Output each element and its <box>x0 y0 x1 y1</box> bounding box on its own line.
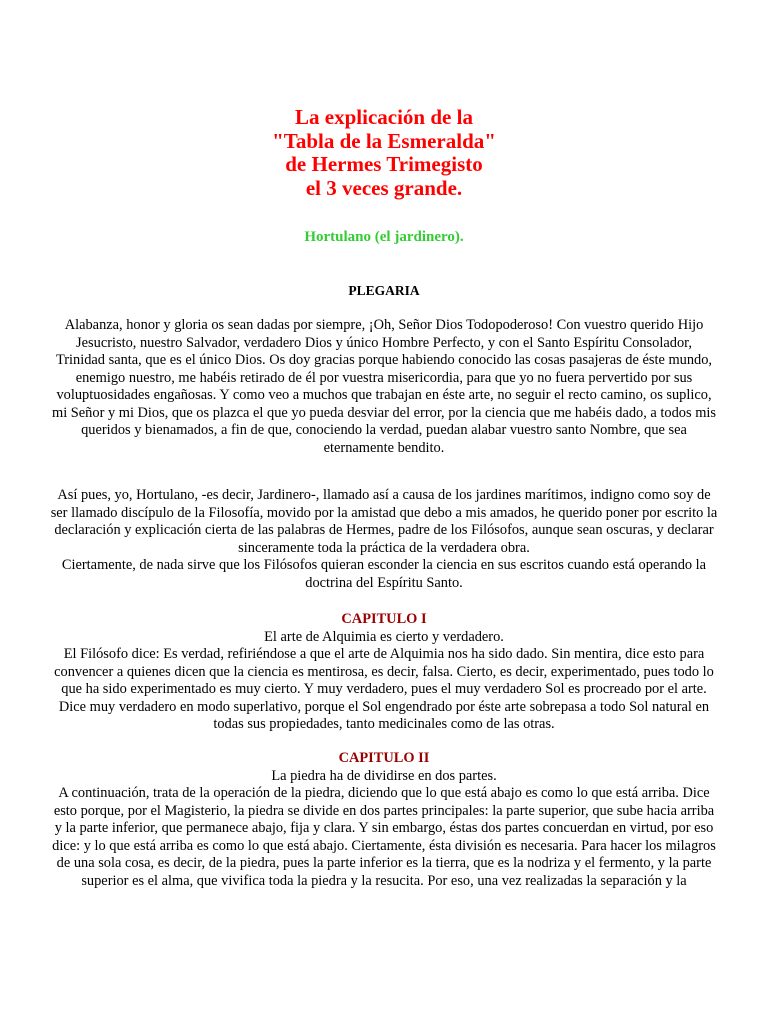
text-line: esto porque, por el Magisterio, la piedra se divide en dos partes principales: la parte superior, que sube hacia arriba <box>53 802 715 819</box>
text-line: El Filósofo dice: Es verdad, refiriéndose a que el arte de Alquimia nos ha sido dado. Sin mentira, dice esto para <box>63 646 705 662</box>
text-line: que ha sido experimentado es muy cierto. Y muy verdadero, pues el muy verdadero Sol es procreado por el arte. <box>61 681 707 697</box>
text-line: doctrina del Espíritu Santo. <box>305 574 463 591</box>
prayer-paragraph <box>30 317 738 457</box>
text-line: convencer a quienes dicen que la ciencia es mentirosa, es decir, falsa. Cierto, es decir, experimentado, pues todo lo <box>54 663 714 680</box>
text-line: Ciertamente, de nada sirve que los Filósofos quieran esconder la ciencia en sus escritos cuando está operando la <box>61 557 707 573</box>
text-line: todas sus propiedades, tanto medicinales como de las otras. <box>213 716 555 732</box>
intro-paragraph <box>30 487 738 592</box>
text-line: Alabanza, honor y gloria os sean dadas por siempre, ¡Oh, Señor Dios Todopoderoso! Con vuestro querido Hijo <box>64 317 704 333</box>
text-line: declaración y explicación cierta de las palabras de Hermes, padre de los Filósofos, aunque sean oscuras, y declarar <box>54 522 714 538</box>
chapter-1-section <box>30 611 738 734</box>
text-line: enemigo nuestro, me habéis retirado de él por vuestra misericordia, para que yo no fuera pervertido por sus <box>75 369 693 386</box>
title-line: el 3 veces grande. <box>305 175 463 200</box>
chapter-heading: CAPITULO II <box>338 750 430 766</box>
prayer-heading: PLEGARIA <box>348 283 420 298</box>
text-line: y la parte inferior, que permanece abajo, fija y clara. Y sin embargo, éstas dos partes concuerdan en virtud, por eso <box>54 820 714 836</box>
title-line: La explicación de la <box>295 105 473 129</box>
text-line: superior es el alma, que vivifica toda la piedra y la resucita. Por eso, una vez realizadas la separación y la <box>81 872 687 889</box>
text-line: A continuación, trata de la operación de la piedra, diciendo que lo que está abajo es como lo que está arriba. Dice <box>58 785 710 801</box>
text-line: mi Señor y mi Dios, que os plazca el que yo pueda desviar del error, por la ciencia que me habéis dado, a todos mis <box>52 404 716 421</box>
title-line: "Tabla de la Esmeralda" <box>272 128 496 153</box>
text-line: Así pues, yo, Hortulano, -es decir, Jardinero-, llamado así a causa de los jardines marítimos, indigno como soy de <box>57 487 711 503</box>
chapter-2-section <box>30 750 738 890</box>
text-line: dice: y lo que está arriba es como lo que está abajo. Ciertamente, ésta división es necesaria. Para hacer los milagros <box>52 837 716 854</box>
text-line: Dice muy verdadero en modo superlativo, porque el Sol engendrado por éste arte sobrepasa a todo Sol natural en <box>58 698 710 715</box>
chapter-heading: CAPITULO I <box>341 611 427 627</box>
text-line: Jesucristo, nuestro Salvador, verdadero Dios y único Hombre Perfecto, y con el Santo Espíritu Consolador, <box>76 334 692 351</box>
text-line: de una sola cosa, es decir, de la piedra, pues la parte inferior es la tierra, que es la nodriza y el fermento, y la parte <box>56 855 712 871</box>
document-subtitle: Hortulano (el jardinero). <box>304 229 464 245</box>
text-line: ser llamado discípulo de la Filosofía, movido por la amistad que debo a mis amados, he querido poner por escrito la <box>50 504 718 521</box>
text-line: eternamente bendito. <box>323 439 445 456</box>
text-line: voluptuosidades engañosas. Y como veo a muchos que trabajan en éste arte, no seguir el recto camino, os suplico, <box>56 387 712 403</box>
document-title <box>0 106 768 200</box>
text-line: Trinidad santa, que es el único Dios. Os doy gracias porque habiendo conocido las cosas pasajeras de éste mundo, <box>55 352 713 368</box>
text-line: La piedra ha de dividirse en dos partes. <box>271 767 497 784</box>
text-line: El arte de Alquimia es cierto y verdadero. <box>264 628 504 645</box>
text-line: sinceramente toda la práctica de la verdadera obra. <box>238 539 530 556</box>
text-line: queridos y bienamados, a fin de que, conociendo la verdad, puedan alabar vuestro santo Nombre, que sea <box>81 422 687 438</box>
title-line: de Hermes Trimegisto <box>285 152 483 177</box>
